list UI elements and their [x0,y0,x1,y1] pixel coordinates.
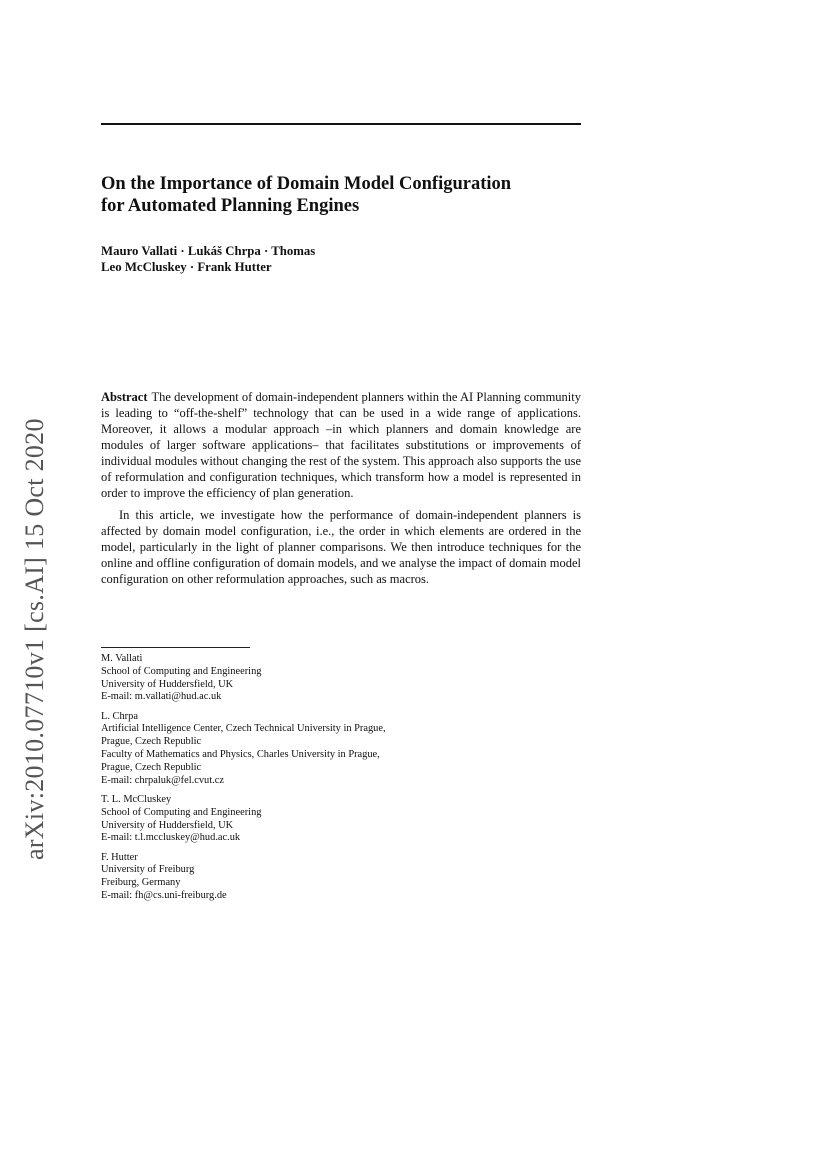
affiliation-name: F. Hutter [101,851,138,863]
affiliation-line: University of Huddersfield, UK [101,819,234,831]
affiliation-hutter [101,852,581,903]
paper-title-line-1: On the Importance of Domain Model Configuration [101,174,512,194]
abstract-label: Abstract [101,390,148,404]
affiliation-vallati [101,653,581,704]
affiliation-line: Artificial Intelligence Center, Czech Technical University in Prague, [101,723,386,735]
affiliation-name: M. Vallati [101,653,143,664]
footnote-rule [101,647,250,648]
affiliation-line: University of Huddersfield, UK [101,678,234,690]
arxiv-identifier-stamp: arXiv:2010.07710v1 [cs.AI] 15 Oct 2020 [20,418,49,860]
affiliation-line: Prague, Czech Republic [101,761,202,773]
affiliation-email: E-mail: fh@cs.uni-freiburg.de [101,890,227,902]
author-line-2: Leo McCluskey · Frank Hutter [101,260,272,274]
abstract-paragraph-1 [101,389,581,501]
affiliation-name: L. Chrpa [101,710,138,722]
affiliation-email: E-mail: chrpaluk@fel.cvut.cz [101,774,224,786]
paper-title-line-2: for Automated Planning Engines [101,196,360,216]
affiliation-line: Prague, Czech Republic [101,736,202,748]
abstract-paragraph-2: In this article, we investigate how the performance of domain-independent planners is affected by domain model configuration, i.e., the order in which elements are ordered in the model, particularly in the light of planner comparisons. We then introduce techniques for the online and offline configuration of domain models, and we analyse the impact of domain model configuration on other reformulation approaches, such as macros. [101,508,581,586]
affiliation-mccluskey [101,794,581,845]
affiliation-line: School of Computing and Engineering [101,665,262,677]
affiliations [101,653,581,909]
abstract-paragraph-1-text: The development of domain-independent planners within the AI Planning community is leading to “off-the-shelf” technology that can be used in a wide range of applications. Moreover, it allows a modular approach –in which planners and domain knowledge are modules of larger software applications– that facilitates substitutions or improvements of individual modules without changing the rest of the system. This approach also supports the use of reformulation and configuration techniques, which transform how a model is represented in order to improve the efficiency of plan generation. [101,390,581,500]
affiliation-name: T. L. McCluskey [101,793,172,805]
affiliation-line: Freiburg, Germany [101,877,181,889]
affiliation-email: E-mail: t.l.mccluskey@hud.ac.uk [101,832,241,844]
affiliation-line: University of Freiburg [101,864,195,876]
author-line-1: Mauro Vallati · Lukáš Chrpa · Thomas [101,244,316,258]
affiliation-email: E-mail: m.vallati@hud.ac.uk [101,691,222,703]
header-rule [101,123,581,125]
abstract-section [101,389,581,587]
paper-title [101,173,621,217]
author-list [101,243,581,275]
affiliation-line: Faculty of Mathematics and Physics, Charles University in Prague, [101,749,380,761]
affiliation-chrpa [101,711,581,788]
affiliation-line: School of Computing and Engineering [101,806,262,818]
